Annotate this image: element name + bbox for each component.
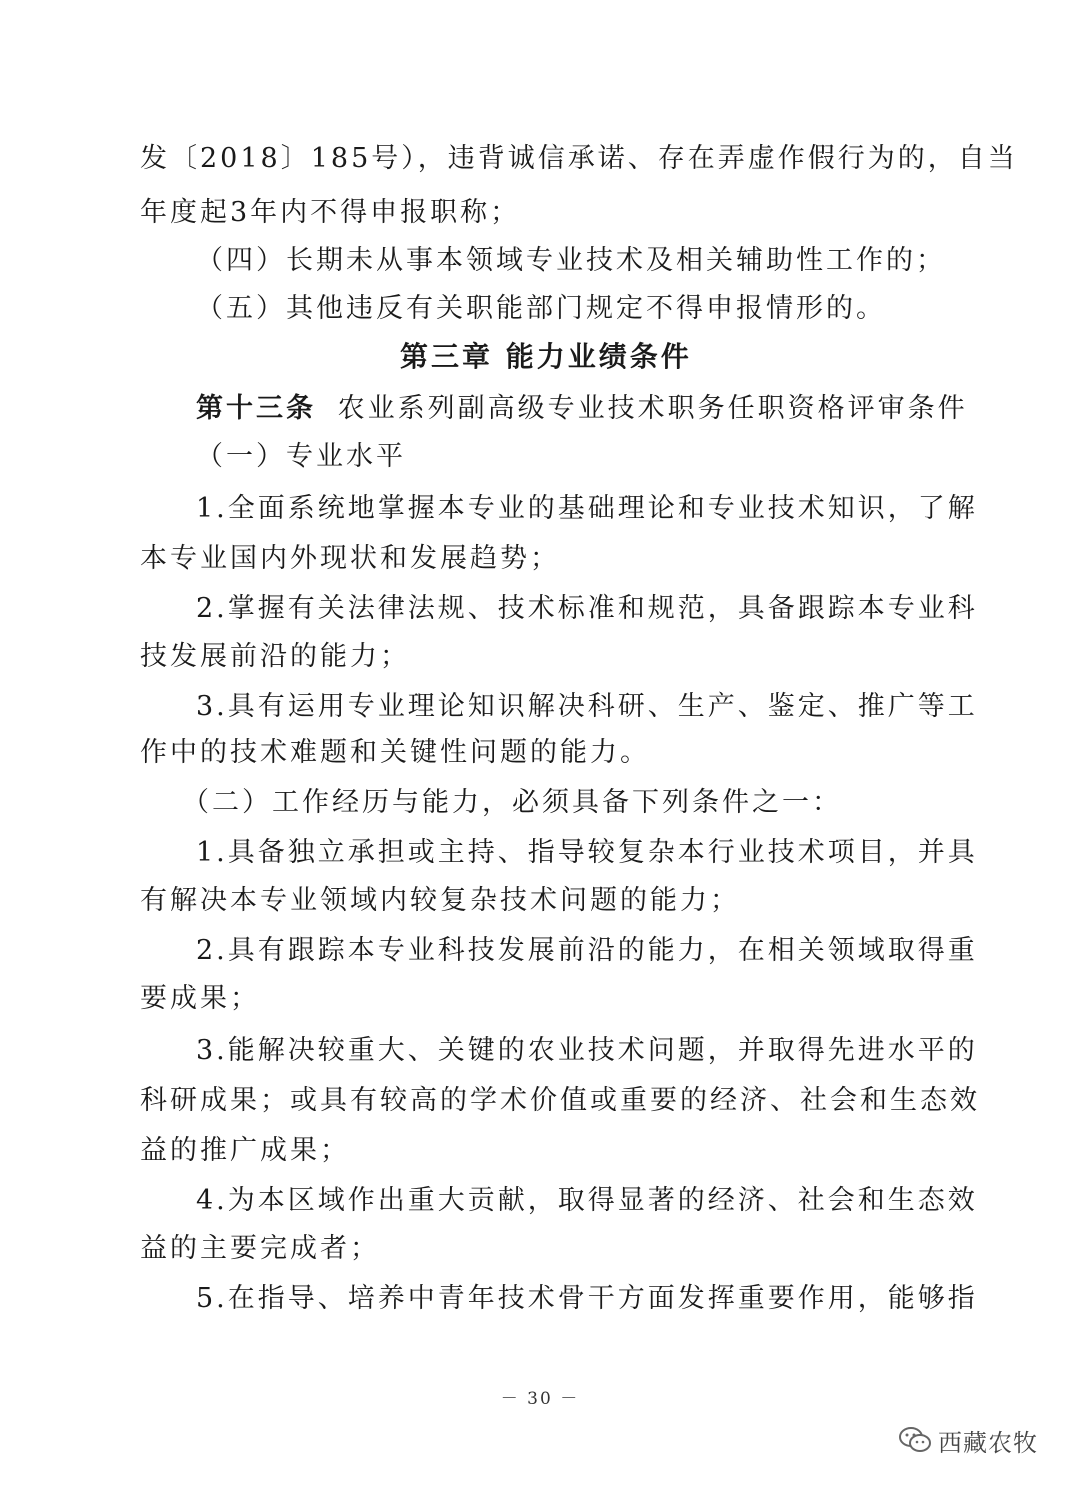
wechat-icon <box>898 1425 932 1455</box>
article-title: 农业系列副高级专业技术职务任职资格评审条件 <box>337 393 968 424</box>
text-line: 有解决本专业领域内较复杂技术问题的能力； <box>140 885 740 916</box>
text-line: （四）长期未从事本领域专业技术及相关辅助性工作的； <box>196 245 946 276</box>
article-label: 第十三条 <box>196 393 316 424</box>
text-line: 2.具有跟踪本专业科技发展前沿的能力，在相关领域取得重 <box>196 935 978 966</box>
text-line: 3.能解决较重大、关键的农业技术问题，并取得先进水平的 <box>196 1035 978 1066</box>
section-heading: （二）工作经历与能力，必须具备下列条件之一： <box>182 787 842 818</box>
text-line: 益的主要完成者； <box>140 1233 380 1264</box>
text-line: （五）其他违反有关职能部门规定不得申报情形的。 <box>196 293 886 324</box>
chapter-heading: 第三章 能力业绩条件 <box>400 340 692 373</box>
text-line: 益的推广成果； <box>140 1135 350 1166</box>
text-line: 5.在指导、培养中青年技术骨干方面发挥重要作用，能够指 <box>196 1283 978 1314</box>
text-line: 1.具备独立承担或主持、指导较复杂本行业技术项目，并具 <box>196 837 978 868</box>
text-line: 2.掌握有关法律法规、技术标准和规范，具备跟踪本专业科 <box>196 593 978 624</box>
text-line: 本专业国内外现状和发展趋势； <box>140 543 560 574</box>
article-line <box>196 392 968 426</box>
text-line: 技发展前沿的能力； <box>140 641 410 672</box>
text-line: 3.具有运用专业理论知识解决科研、生产、鉴定、推广等工 <box>196 691 978 722</box>
text-line: 作中的技术难题和关键性问题的能力。 <box>140 737 650 768</box>
text-line: 4.为本区域作出重大贡献，取得显著的经济、社会和生态效 <box>196 1185 978 1216</box>
text-line: 科研成果；或具有较高的学术价值或重要的经济、社会和生态效 <box>140 1085 980 1116</box>
page-number: － 30 － <box>500 1389 580 1409</box>
text-line: 年度起3年内不得申报职称； <box>140 197 521 228</box>
text-line: 要成果； <box>140 983 260 1014</box>
watermark <box>898 1422 1038 1458</box>
section-heading: （一）专业水平 <box>196 441 406 472</box>
text-line: 发〔2018〕185号），违背诚信承诺、存在弄虚作假行为的，自当 <box>140 143 1018 174</box>
watermark-text: 西藏农牧 <box>938 1428 1038 1457</box>
text-line: 1.全面系统地掌握本专业的基础理论和专业技术知识，了解 <box>196 493 978 524</box>
